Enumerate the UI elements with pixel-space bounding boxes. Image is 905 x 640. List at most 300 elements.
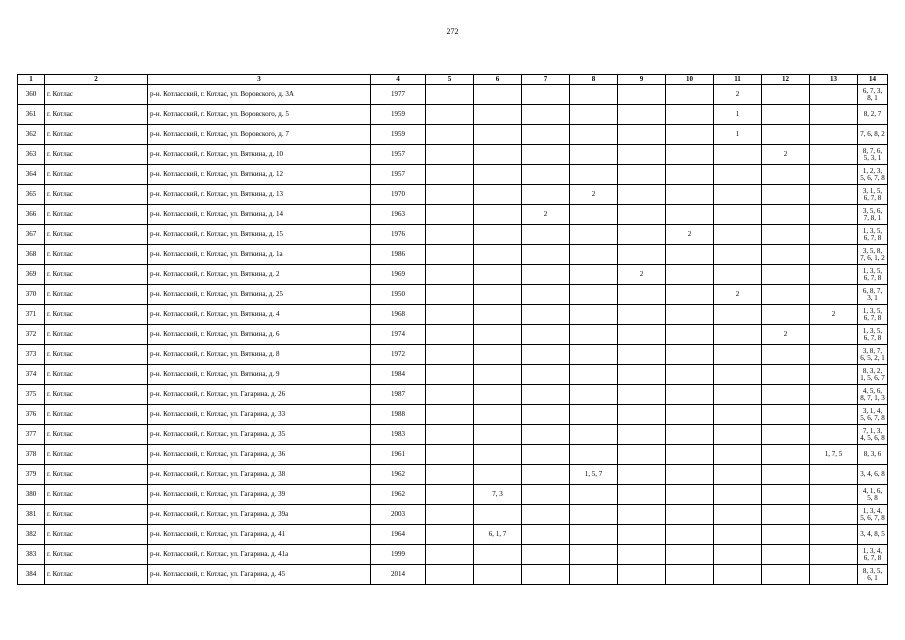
year-cell: 1999: [371, 545, 426, 565]
col8-cell: [570, 325, 618, 345]
col11-cell: [714, 205, 762, 225]
col6-cell: 7, 3: [474, 485, 522, 505]
header-row: [18, 75, 888, 85]
col9-cell: [618, 545, 666, 565]
col8-cell: [570, 525, 618, 545]
col6-cell: [474, 85, 522, 105]
city-cell: г. Котлас: [45, 345, 148, 365]
col10-cell: [666, 545, 714, 565]
registry-table: [17, 74, 888, 585]
col8-cell: [570, 85, 618, 105]
col10-cell: [666, 345, 714, 365]
row-number: 375: [18, 385, 45, 405]
col8-cell: [570, 225, 618, 245]
row-number: 365: [18, 185, 45, 205]
col7-cell: [522, 465, 570, 485]
col10-cell: [666, 565, 714, 585]
col5-cell: [426, 445, 474, 465]
col7-cell: [522, 425, 570, 445]
col11-cell: [714, 245, 762, 265]
row-number: 369: [18, 265, 45, 285]
address-cell: р-н. Котласский, г. Котлас, ул. Гагарина, д. 38: [148, 465, 371, 485]
city-cell: г. Котлас: [45, 485, 148, 505]
col5-cell: [426, 305, 474, 325]
col9-cell: [618, 505, 666, 525]
year-cell: 1961: [371, 445, 426, 465]
year-cell: 1970: [371, 185, 426, 205]
city-cell: г. Котлас: [45, 125, 148, 145]
col10-cell: [666, 265, 714, 285]
col8-cell: [570, 205, 618, 225]
year-cell: 1957: [371, 145, 426, 165]
col13-cell: [810, 225, 858, 245]
table-row: [18, 305, 888, 325]
col14-cell: 8, 3, 5, 6, 1: [858, 565, 888, 585]
address-cell: р-н. Котласский, г. Котлас, ул. Воровского, д. 5: [148, 105, 371, 125]
col12-cell: [762, 105, 810, 125]
column-header-4: 4: [371, 75, 426, 85]
col13-cell: [810, 145, 858, 165]
year-cell: 1988: [371, 405, 426, 425]
col8-cell: 1, 5, 7: [570, 465, 618, 485]
address-cell: р-н. Котласский, г. Котлас, ул. Гагарина, д. 39: [148, 485, 371, 505]
city-cell: г. Котлас: [45, 565, 148, 585]
city-cell: г. Котлас: [45, 305, 148, 325]
city-cell: г. Котлас: [45, 165, 148, 185]
col9-cell: [618, 85, 666, 105]
column-header-7: 7: [522, 75, 570, 85]
city-cell: г. Котлас: [45, 365, 148, 385]
col5-cell: [426, 485, 474, 505]
col8-cell: [570, 505, 618, 525]
col5-cell: [426, 345, 474, 365]
col11-cell: 2: [714, 85, 762, 105]
col13-cell: 1, 7, 5: [810, 445, 858, 465]
table-row: [18, 225, 888, 245]
col13-cell: [810, 425, 858, 445]
col8-cell: [570, 345, 618, 365]
column-header-1: 1: [18, 75, 45, 85]
col7-cell: [522, 485, 570, 505]
city-cell: г. Котлас: [45, 465, 148, 485]
col14-cell: 6, 8, 7, 3, 1: [858, 285, 888, 305]
table-row: [18, 345, 888, 365]
col7-cell: [522, 145, 570, 165]
row-number: 372: [18, 325, 45, 345]
col14-cell: 1, 3, 4, 6, 7, 8: [858, 545, 888, 565]
col12-cell: [762, 345, 810, 365]
col14-cell: 1, 3, 5, 6, 7, 8: [858, 325, 888, 345]
col7-cell: [522, 325, 570, 345]
col11-cell: [714, 305, 762, 325]
col12-cell: [762, 425, 810, 445]
table-row: [18, 325, 888, 345]
col14-cell: 8, 7, 6, 5, 3, 1: [858, 145, 888, 165]
col13-cell: [810, 365, 858, 385]
address-cell: р-н. Котласский, г. Котлас, ул. Вяткина, д. 6: [148, 325, 371, 345]
col13-cell: [810, 565, 858, 585]
col14-cell: 8, 2, 7: [858, 105, 888, 125]
col12-cell: [762, 85, 810, 105]
city-cell: г. Котлас: [45, 525, 148, 545]
year-cell: 2003: [371, 505, 426, 525]
column-header-11: 11: [714, 75, 762, 85]
city-cell: г. Котлас: [45, 145, 148, 165]
table-row: [18, 285, 888, 305]
col12-cell: [762, 505, 810, 525]
col5-cell: [426, 565, 474, 585]
col12-cell: [762, 465, 810, 485]
column-header-9: 9: [618, 75, 666, 85]
city-cell: г. Котлас: [45, 265, 148, 285]
col7-cell: [522, 225, 570, 245]
col14-cell: 3, 5, 8, 7, 6, 1, 2: [858, 245, 888, 265]
col9-cell: [618, 565, 666, 585]
col14-cell: 1, 3, 5, 6, 7, 8: [858, 305, 888, 325]
col9-cell: [618, 205, 666, 225]
col6-cell: [474, 225, 522, 245]
col13-cell: [810, 525, 858, 545]
col10-cell: [666, 85, 714, 105]
row-number: 379: [18, 465, 45, 485]
col11-cell: [714, 225, 762, 245]
table-row: [18, 445, 888, 465]
col10-cell: [666, 525, 714, 545]
col11-cell: [714, 565, 762, 585]
address-cell: р-н. Котласский, г. Котлас, ул. Гагарина, д. 33: [148, 405, 371, 425]
col12-cell: [762, 565, 810, 585]
col14-cell: 3, 5, 6, 7, 8, 1: [858, 205, 888, 225]
col12-cell: [762, 265, 810, 285]
col11-cell: [714, 165, 762, 185]
column-header-8: 8: [570, 75, 618, 85]
col7-cell: 2: [522, 205, 570, 225]
col14-cell: 3, 1, 4, 5, 6, 7, 8: [858, 405, 888, 425]
col5-cell: [426, 105, 474, 125]
year-cell: 1976: [371, 225, 426, 245]
address-cell: р-н. Котласский, г. Котлас, ул. Воровского, д. 7: [148, 125, 371, 145]
row-number: 370: [18, 285, 45, 305]
col9-cell: 2: [618, 265, 666, 285]
row-number: 367: [18, 225, 45, 245]
col5-cell: [426, 385, 474, 405]
col14-cell: 3, 1, 5, 6, 7, 8: [858, 185, 888, 205]
table-row: [18, 245, 888, 265]
col9-cell: [618, 385, 666, 405]
col7-cell: [522, 245, 570, 265]
col6-cell: [474, 345, 522, 365]
col11-cell: [714, 485, 762, 505]
col11-cell: [714, 505, 762, 525]
col6-cell: [474, 245, 522, 265]
col12-cell: 2: [762, 145, 810, 165]
col12-cell: [762, 365, 810, 385]
col11-cell: [714, 365, 762, 385]
col11-cell: 2: [714, 285, 762, 305]
col12-cell: [762, 525, 810, 545]
col5-cell: [426, 245, 474, 265]
col10-cell: [666, 125, 714, 145]
col9-cell: [618, 125, 666, 145]
address-cell: р-н. Котласский, г. Котлас, ул. Вяткина, д. 10: [148, 145, 371, 165]
col6-cell: [474, 545, 522, 565]
address-cell: р-н. Котласский, г. Котлас, ул. Вяткина, д. 8: [148, 345, 371, 365]
col10-cell: [666, 185, 714, 205]
year-cell: 1984: [371, 365, 426, 385]
col6-cell: [474, 125, 522, 145]
col5-cell: [426, 425, 474, 445]
address-cell: р-н. Котласский, г. Котлас, ул. Гагарина, д. 26: [148, 385, 371, 405]
address-cell: р-н. Котласский, г. Котлас, ул. Вяткина, д. 4: [148, 305, 371, 325]
address-cell: р-н. Котласский, г. Котлас, ул. Вяткина, д. 2: [148, 265, 371, 285]
column-header-3: 3: [148, 75, 371, 85]
address-cell: р-н. Котласский, г. Котлас, ул. Вяткина, д. 1а: [148, 245, 371, 265]
row-number: 384: [18, 565, 45, 585]
address-cell: р-н. Котласский, г. Котлас, ул. Вяткина, д. 12: [148, 165, 371, 185]
col8-cell: [570, 485, 618, 505]
table-row: [18, 205, 888, 225]
column-header-6: 6: [474, 75, 522, 85]
col7-cell: [522, 85, 570, 105]
col14-cell: 4, 5, 6, 8, 7, 1, 3: [858, 385, 888, 405]
col11-cell: [714, 525, 762, 545]
row-number: 363: [18, 145, 45, 165]
col6-cell: [474, 425, 522, 445]
column-header-14: 14: [858, 75, 888, 85]
col12-cell: [762, 185, 810, 205]
col8-cell: [570, 145, 618, 165]
col7-cell: [522, 345, 570, 365]
col5-cell: [426, 225, 474, 245]
table-row: [18, 85, 888, 105]
col9-cell: [618, 405, 666, 425]
col11-cell: [714, 325, 762, 345]
table-row: [18, 185, 888, 205]
col9-cell: [618, 285, 666, 305]
year-cell: 1959: [371, 125, 426, 145]
col10-cell: [666, 145, 714, 165]
col5-cell: [426, 265, 474, 285]
col14-cell: 8, 3, 2, 1, 5, 6, 7: [858, 365, 888, 385]
col6-cell: [474, 185, 522, 205]
address-cell: р-н. Котласский, г. Котлас, ул. Вяткина, д. 9: [148, 365, 371, 385]
col6-cell: [474, 325, 522, 345]
col11-cell: [714, 405, 762, 425]
col5-cell: [426, 365, 474, 385]
col10-cell: [666, 285, 714, 305]
city-cell: г. Котлас: [45, 325, 148, 345]
table-row: [18, 125, 888, 145]
city-cell: г. Котлас: [45, 505, 148, 525]
col6-cell: [474, 145, 522, 165]
col8-cell: [570, 285, 618, 305]
col14-cell: 8, 3, 6: [858, 445, 888, 465]
year-cell: 1964: [371, 525, 426, 545]
col11-cell: [714, 465, 762, 485]
year-cell: 1950: [371, 285, 426, 305]
year-cell: 1968: [371, 305, 426, 325]
col12-cell: [762, 385, 810, 405]
col8-cell: [570, 165, 618, 185]
year-cell: 1986: [371, 245, 426, 265]
year-cell: 1963: [371, 205, 426, 225]
city-cell: г. Котлас: [45, 385, 148, 405]
col9-cell: [618, 325, 666, 345]
col13-cell: [810, 205, 858, 225]
col12-cell: [762, 445, 810, 465]
col6-cell: [474, 565, 522, 585]
col10-cell: [666, 105, 714, 125]
col8-cell: [570, 365, 618, 385]
col13-cell: [810, 285, 858, 305]
col7-cell: [522, 545, 570, 565]
col10-cell: [666, 205, 714, 225]
col7-cell: [522, 445, 570, 465]
col12-cell: [762, 305, 810, 325]
col5-cell: [426, 505, 474, 525]
col12-cell: [762, 165, 810, 185]
year-cell: 1962: [371, 485, 426, 505]
col14-cell: 3, 8, 7, 6, 5, 2, 1: [858, 345, 888, 365]
col13-cell: [810, 505, 858, 525]
year-cell: 1962: [371, 465, 426, 485]
col13-cell: [810, 125, 858, 145]
col14-cell: 3, 4, 6, 8: [858, 465, 888, 485]
city-cell: г. Котлас: [45, 185, 148, 205]
address-cell: р-н. Котласский, г. Котлас, ул. Гагарина, д. 39а: [148, 505, 371, 525]
col10-cell: [666, 445, 714, 465]
table-row: [18, 165, 888, 185]
col10-cell: [666, 165, 714, 185]
address-cell: р-н. Котласский, г. Котлас, ул. Вяткина, д. 13: [148, 185, 371, 205]
col8-cell: [570, 125, 618, 145]
col5-cell: [426, 325, 474, 345]
col9-cell: [618, 525, 666, 545]
address-cell: р-н. Котласский, г. Котлас, ул. Гагарина, д. 41а: [148, 545, 371, 565]
year-cell: 1987: [371, 385, 426, 405]
col12-cell: [762, 245, 810, 265]
row-number: 377: [18, 425, 45, 445]
col9-cell: [618, 185, 666, 205]
table-row: [18, 465, 888, 485]
table-row: [18, 425, 888, 445]
year-cell: 1977: [371, 85, 426, 105]
row-number: 368: [18, 245, 45, 265]
table-row: [18, 405, 888, 425]
col8-cell: 2: [570, 185, 618, 205]
year-cell: 1959: [371, 105, 426, 125]
col11-cell: 1: [714, 125, 762, 145]
col10-cell: [666, 325, 714, 345]
col6-cell: 6, 1, 7: [474, 525, 522, 545]
row-number: 378: [18, 445, 45, 465]
col5-cell: [426, 525, 474, 545]
col7-cell: [522, 265, 570, 285]
address-cell: р-н. Котласский, г. Котлас, ул. Гагарина, д. 41: [148, 525, 371, 545]
page-number: 272: [446, 27, 459, 36]
col10-cell: [666, 365, 714, 385]
col14-cell: 7, 1, 3, 4, 5, 6, 8: [858, 425, 888, 445]
table-body: [18, 85, 888, 585]
col13-cell: [810, 545, 858, 565]
city-cell: г. Котлас: [45, 85, 148, 105]
address-cell: р-н. Котласский, г. Котлас, ул. Вяткина, д. 14: [148, 205, 371, 225]
col8-cell: [570, 305, 618, 325]
row-number: 366: [18, 205, 45, 225]
table-row: [18, 365, 888, 385]
row-number: 381: [18, 505, 45, 525]
col8-cell: [570, 265, 618, 285]
col13-cell: [810, 105, 858, 125]
col11-cell: [714, 425, 762, 445]
row-number: 371: [18, 305, 45, 325]
city-cell: г. Котлас: [45, 405, 148, 425]
year-cell: 1974: [371, 325, 426, 345]
col7-cell: [522, 365, 570, 385]
col12-cell: [762, 125, 810, 145]
col13-cell: [810, 385, 858, 405]
table-row: [18, 525, 888, 545]
col10-cell: [666, 245, 714, 265]
address-cell: р-н. Котласский, г. Котлас, ул. Гагарина, д. 36: [148, 445, 371, 465]
col6-cell: [474, 305, 522, 325]
col10-cell: [666, 465, 714, 485]
col6-cell: [474, 165, 522, 185]
col8-cell: [570, 105, 618, 125]
row-number: 373: [18, 345, 45, 365]
col5-cell: [426, 185, 474, 205]
city-cell: г. Котлас: [45, 445, 148, 465]
col6-cell: [474, 285, 522, 305]
col8-cell: [570, 445, 618, 465]
col11-cell: [714, 545, 762, 565]
col5-cell: [426, 545, 474, 565]
col6-cell: [474, 265, 522, 285]
row-number: 382: [18, 525, 45, 545]
col6-cell: [474, 405, 522, 425]
col10-cell: [666, 305, 714, 325]
col10-cell: 2: [666, 225, 714, 245]
col9-cell: [618, 425, 666, 445]
col9-cell: [618, 145, 666, 165]
col11-cell: [714, 445, 762, 465]
col8-cell: [570, 425, 618, 445]
col6-cell: [474, 445, 522, 465]
row-number: 383: [18, 545, 45, 565]
col5-cell: [426, 125, 474, 145]
col7-cell: [522, 185, 570, 205]
col7-cell: [522, 165, 570, 185]
city-cell: г. Котлас: [45, 425, 148, 445]
col7-cell: [522, 385, 570, 405]
table-row: [18, 545, 888, 565]
table-row: [18, 505, 888, 525]
row-number: 364: [18, 165, 45, 185]
col7-cell: [522, 525, 570, 545]
year-cell: 1972: [371, 345, 426, 365]
col8-cell: [570, 565, 618, 585]
row-number: 376: [18, 405, 45, 425]
col13-cell: [810, 325, 858, 345]
col13-cell: [810, 165, 858, 185]
col14-cell: 6, 7, 3, 8, 1: [858, 85, 888, 105]
col8-cell: [570, 245, 618, 265]
col11-cell: [714, 345, 762, 365]
address-cell: р-н. Котласский, г. Котлас, ул. Гагарина, д. 35: [148, 425, 371, 445]
col14-cell: 1, 3, 4, 5, 6, 7, 8: [858, 505, 888, 525]
year-cell: 1969: [371, 265, 426, 285]
col7-cell: [522, 305, 570, 325]
